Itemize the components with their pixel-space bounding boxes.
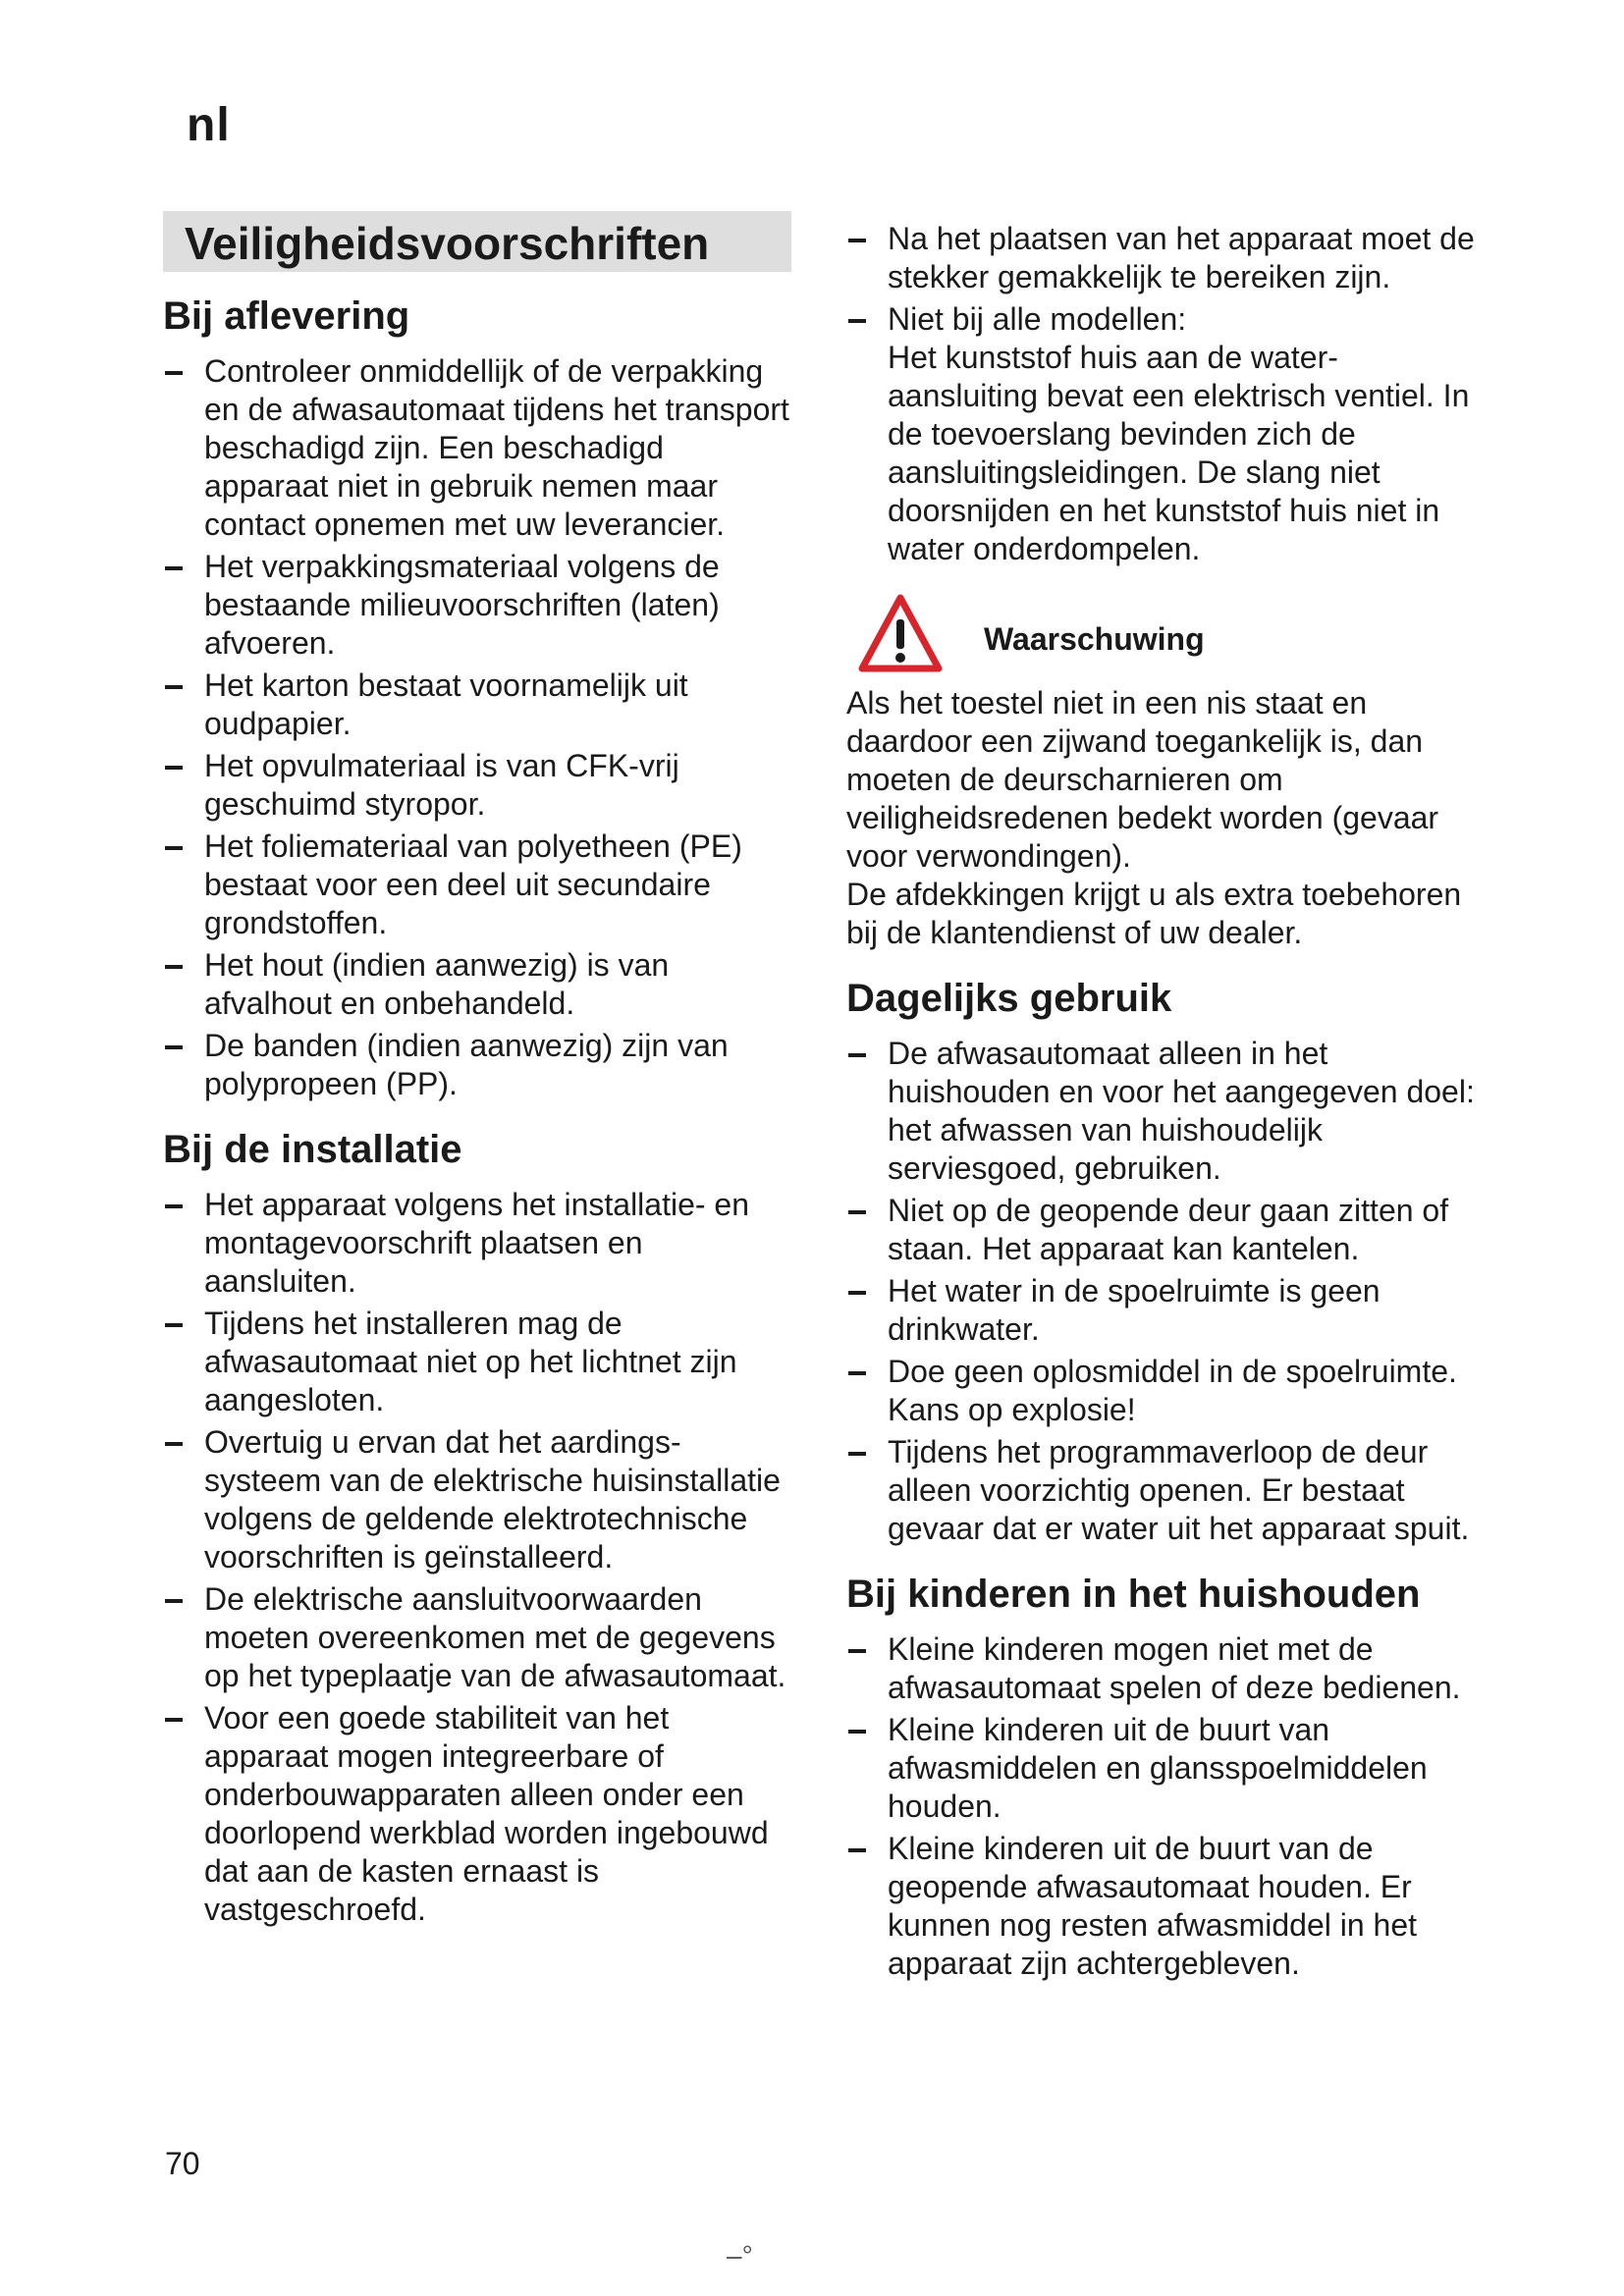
list-item (846, 300, 1485, 568)
heading-bij-kinderen: Bij kinderen in het huishouden (846, 1573, 1421, 1616)
warning-text-extra: De afdekkingen krijgt u als extra toebehoren bij de klantendienst of uw dealer. (846, 877, 1462, 950)
list-item: Het apparaat volgens het installatie- en montagevoorschrift plaatsen en aansluiten. (163, 1186, 791, 1301)
list-item: Het verpakkingsmateriaal volgens de bestaande milieuvoorschriften (laten) afvoeren. (163, 548, 791, 663)
list-item: Kleine kinderen mogen niet met de afwasautomaat spelen of deze bedienen. (846, 1630, 1485, 1707)
section-banner: Veiligheidsvoorschriften (163, 211, 791, 272)
left-column (163, 211, 791, 1933)
warning-text: Als het toestel niet in een nis staat en daardoor een zijwand toegankelijk is, dan moeten de deurscharnieren om veiligheidsredenen bedekt worden (gevaar voor verwondingen). (846, 685, 1439, 874)
footer-mark: –° (727, 2240, 753, 2270)
heading-dagelijks-gebruik: Dagelijks gebruik (846, 977, 1172, 1020)
heading-bij-aflevering: Bij aflevering (163, 294, 410, 338)
list-item: De banden (indien aanwezig) zijn van polypropeen (PP). (163, 1027, 791, 1103)
list-top (846, 220, 1485, 568)
list-item: Doe geen oplosmiddel in de spoelruimte. Kans op explosie! (846, 1353, 1485, 1429)
list-item: De elektrische aansluitvoorwaarden moeten overeenkomen met de gegevens op het typeplaatje van de afwasautomaat. (163, 1580, 791, 1695)
list-dagelijks (846, 1035, 1485, 1548)
warning-label: Waarschuwing (984, 621, 1205, 657)
list-item: Na het plaatsen van het apparaat moet de stekker gemakkelijk te bereiken zijn. (846, 220, 1485, 296)
list-item: Het karton bestaat voornamelijk uit oudpapier. (163, 667, 791, 743)
list-item: Niet op de geopende deur gaan zitten of staan. Het apparaat kan kantelen. (846, 1192, 1485, 1268)
list-aflevering (163, 352, 791, 1103)
list-item: Het water in de spoelruimte is geen drinkwater. (846, 1272, 1485, 1349)
list-item: Kleine kinderen uit de buurt van de geopende afwasautomaat houden. Er kunnen nog resten afwasmiddel in het apparaat zijn achtergebleven. (846, 1830, 1485, 1983)
list-item-lead: Niet bij alle modellen: (888, 301, 1187, 337)
list-item: Tijdens het programmaverloop de deur alleen voorzichtig openen. Er bestaat gevaar dat er water uit het apparaat spuit. (846, 1433, 1485, 1548)
page-number: 70 (165, 2146, 200, 2181)
right-column (846, 220, 1485, 1987)
list-item: Kleine kinderen uit de buurt van afwasmiddelen en glansspoelmiddelen houden. (846, 1711, 1485, 1826)
list-item: Voor een goede stabiliteit van het apparaat mogen integreerbare of onderbouwapparaten alleen onder een doorlopend werkblad worden ingebouwd dat aan de kasten ernaast is vastgeschroefd. (163, 1699, 791, 1929)
list-item: De afwasautomaat alleen in het huishouden en voor het aangegeven doel: het afwassen van huishoudelijk serviesgoed, gebruiken. (846, 1035, 1485, 1188)
list-item: Het hout (indien aanwezig) is van afvalhout en onbehandeld. (163, 946, 791, 1023)
heading-bij-de-installatie: Bij de installatie (163, 1128, 462, 1171)
list-item: Overtuig u ervan dat het aardings-systeem van de elektrische huisinstallatie volgens de geldende elektrotechnische voorschriften is geïnstalleerd. (163, 1423, 791, 1576)
warning-triangle-icon (858, 594, 943, 672)
language-code: nl (187, 99, 231, 151)
list-item: Tijdens het installeren mag de afwasautomaat niet op het lichtnet zijn aangesloten. (163, 1305, 791, 1419)
list-installatie (163, 1186, 791, 1929)
warning-block (846, 594, 1485, 684)
list-kinderen (846, 1630, 1485, 1983)
list-item: Controleer onmiddellijk of de verpakking en de afwasautomaat tijdens het transport beschadigd zijn. Een beschadigd apparaat niet in gebruik nemen maar contact opnemen met uw leverancier. (163, 352, 791, 544)
list-item: Het foliemateriaal van polyetheen (PE) bestaat voor een deel uit secundaire grondstoffen. (163, 828, 791, 942)
list-item: Het opvulmateriaal is van CFK-vrij geschuimd styropor. (163, 747, 791, 824)
list-item-detail: Het kunststof huis aan de water-aansluiting bevat een elektrisch ventiel. In de toevoerslang bevinden zich de aansluitingsleidingen. De slang niet doorsnijden en het kunststof huis niet in water onderdompelen. (888, 340, 1470, 566)
